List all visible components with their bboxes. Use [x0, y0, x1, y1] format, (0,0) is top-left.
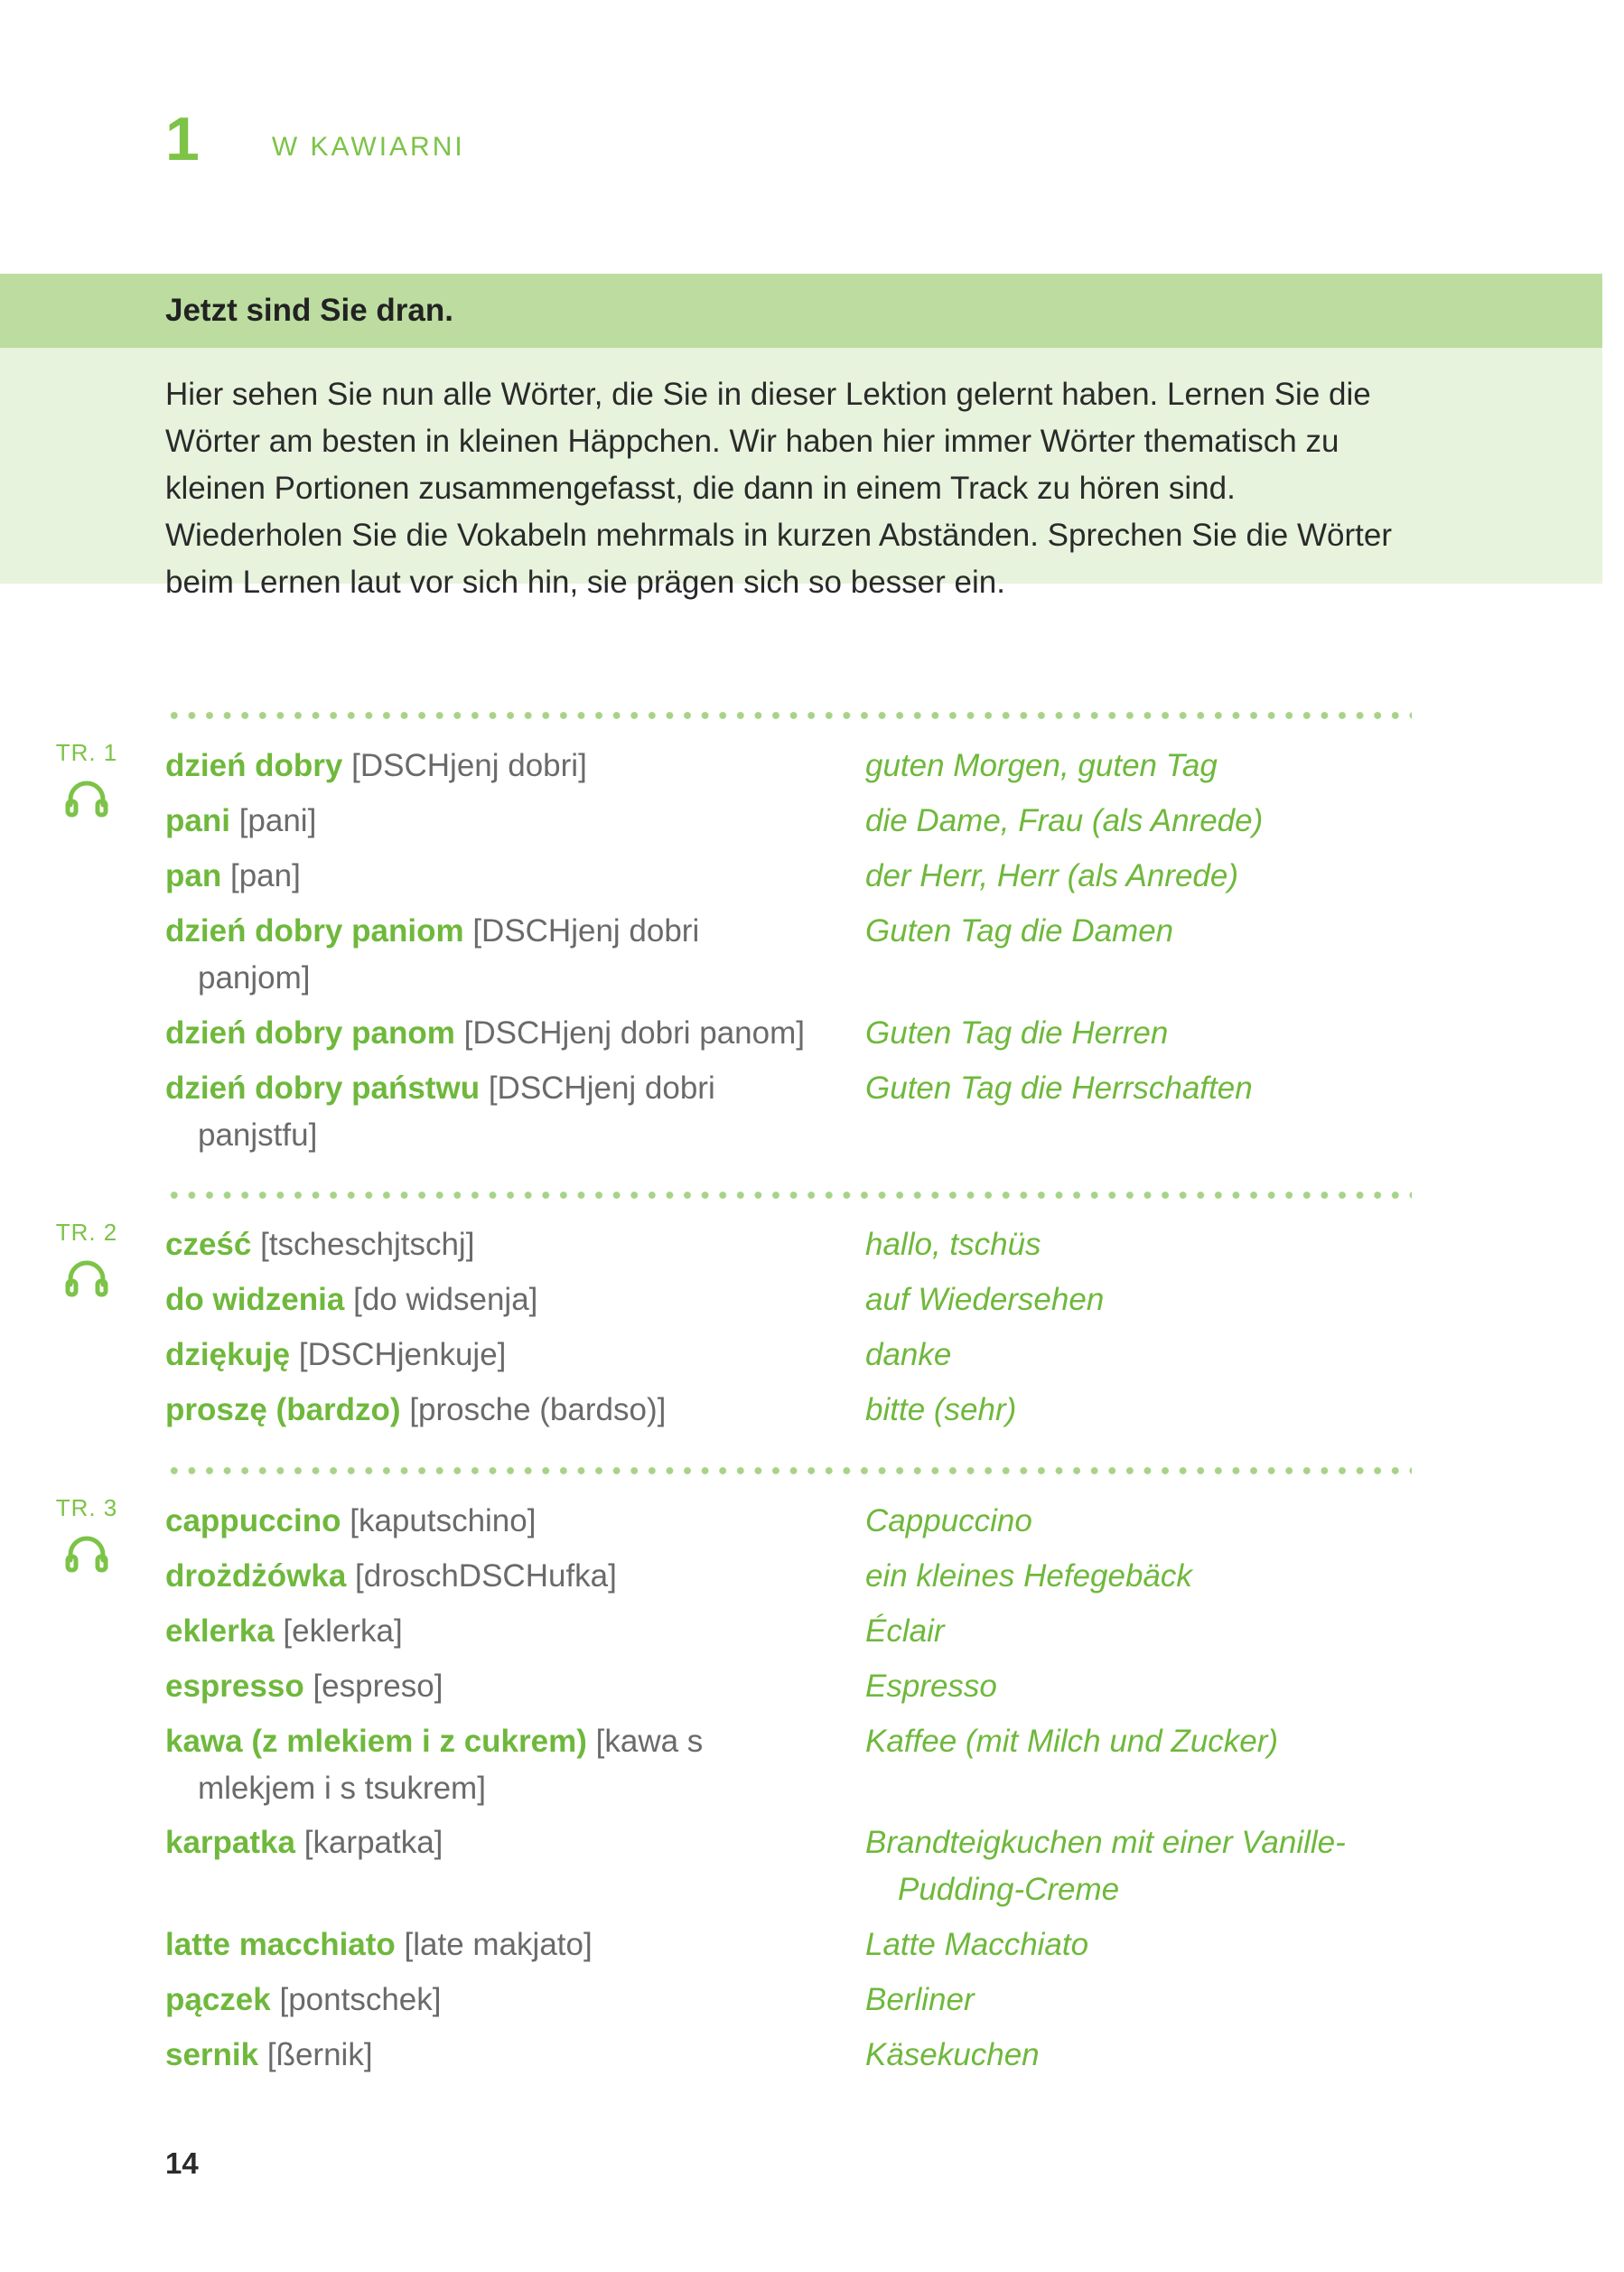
track-marker: [54, 1219, 119, 1297]
german-translation: Guten Tag die Herren: [865, 1015, 1169, 1051]
pronunciation: [pan]: [229, 858, 301, 893]
german-translation: Éclair: [865, 1613, 945, 1649]
polish-term: kawa (z mlekiem i z cukrem): [165, 1724, 587, 1759]
pronunciation: [pontschek]: [279, 1982, 442, 2017]
track-label: TR. 3: [55, 1494, 118, 1521]
german-translation: auf Wiedersehen: [865, 1282, 1105, 1317]
dotted-divider: [165, 1466, 1412, 1475]
intro-heading-band: [0, 274, 1602, 348]
polish-term: cappuccino: [165, 1503, 341, 1538]
polish-term: dzień dobry państwu: [165, 1071, 481, 1106]
track-marker: [54, 1494, 119, 1573]
pronunciation: [DSCHjenj dobri panjom]: [198, 913, 700, 996]
pronunciation: [prosche (bardso)]: [409, 1392, 667, 1427]
polish-term: pan: [165, 858, 222, 893]
chapter-title: W KAWIARNI: [271, 132, 465, 162]
german-translation: die Dame, Frau (als Anrede): [865, 803, 1264, 838]
german-translation: Käsekuchen: [865, 2037, 1040, 2072]
track-marker: [54, 739, 119, 818]
intro-box: [0, 274, 1602, 600]
dotted-divider: [165, 711, 1412, 720]
pronunciation: [pani]: [238, 803, 317, 838]
german-translation: Guten Tag die Herrschaften: [865, 1071, 1253, 1106]
pronunciation: [DSCHjenj dobri]: [351, 748, 587, 783]
pronunciation: [espreso]: [313, 1669, 443, 1704]
pronunciation: [karpatka]: [303, 1825, 443, 1860]
german-translation: der Herr, Herr (als Anrede): [865, 858, 1238, 893]
pronunciation: [tscheschjtschj]: [260, 1227, 475, 1262]
pronunciation: [droschDSCHufka]: [355, 1558, 617, 1594]
pronunciation: [DSCHjenj dobri panom]: [463, 1015, 805, 1051]
german-translation: Brandteigkuchen mit einer Vanille-Pudding-Creme: [865, 1825, 1346, 1907]
polish-term: latte macchiato: [165, 1927, 396, 1962]
polish-term: dzień dobry panom: [165, 1015, 455, 1051]
german-translation: Espresso: [865, 1669, 997, 1704]
chapter-header: [165, 98, 465, 173]
polish-term: karpatka: [165, 1825, 295, 1860]
track-label: TR. 2: [55, 1219, 118, 1246]
headphones-icon[interactable]: [64, 778, 109, 818]
intro-heading: Jetzt sind Sie dran.: [165, 293, 453, 328]
intro-text: Hier sehen Sie nun alle Wörter, die Sie in dieser Lektion gelernt haben. Lernen Sie die Wörter am besten in kleinen Häppchen. Wir haben hier immer Wörter thematisch zu kleinen Portionen zusammengefasst, die dann in einem Track zu hören sind. Wiederholen Sie die Vokabeln mehrmals in kurzen Abständen. Sprechen Sie die Wörter beim Lernen laut vor sich hin, sie prägen sich so besser ein.: [0, 348, 1602, 584]
german-translation: hallo, tschüs: [865, 1227, 1041, 1262]
german-translation: guten Morgen, guten Tag: [865, 748, 1218, 783]
pronunciation: [DSCHjenkuje]: [298, 1337, 507, 1372]
pronunciation: [do widsenja]: [353, 1282, 538, 1317]
german-translation: ein kleines Hefegebäck: [865, 1558, 1192, 1594]
headphones-icon[interactable]: [64, 1258, 109, 1297]
polish-term: pani: [165, 803, 230, 838]
pronunciation: [late makjato]: [404, 1927, 593, 1962]
polish-term: proszę (bardzo): [165, 1392, 401, 1427]
pronunciation: [DSCHjenj dobri panjstfu]: [198, 1071, 715, 1153]
polish-term: sernik: [165, 2037, 259, 2072]
polish-term: pączek: [165, 1982, 271, 2017]
polish-term: espresso: [165, 1669, 304, 1704]
german-translation: Latte Macchiato: [865, 1927, 1089, 1962]
polish-term: dzień dobry: [165, 748, 343, 783]
polish-term: eklerka: [165, 1613, 275, 1649]
german-translation: Cappuccino: [865, 1503, 1032, 1538]
polish-term: dziękuję: [165, 1337, 291, 1372]
polish-term: dzień dobry paniom: [165, 913, 464, 949]
track-label: TR. 1: [55, 739, 118, 766]
pronunciation: [kaputschino]: [350, 1503, 537, 1538]
german-translation: Berliner: [865, 1982, 975, 2017]
german-translation: danke: [865, 1337, 952, 1372]
chapter-number: 1: [165, 105, 200, 173]
german-translation: Kaffee (mit Milch und Zucker): [865, 1724, 1279, 1759]
dotted-divider: [165, 1191, 1412, 1200]
polish-term: drożdżówka: [165, 1558, 347, 1594]
polish-term: do widzenia: [165, 1282, 345, 1317]
page-number: 14: [165, 2146, 199, 2180]
german-translation: Guten Tag die Damen: [865, 913, 1174, 949]
pronunciation: [eklerka]: [283, 1613, 403, 1649]
polish-term: cześć: [165, 1227, 252, 1262]
german-translation: bitte (sehr): [865, 1392, 1017, 1427]
pronunciation: [kawa s mlekjem i s tsukrem]: [198, 1724, 704, 1806]
pronunciation: [ßernik]: [266, 2037, 373, 2072]
headphones-icon[interactable]: [64, 1533, 109, 1573]
